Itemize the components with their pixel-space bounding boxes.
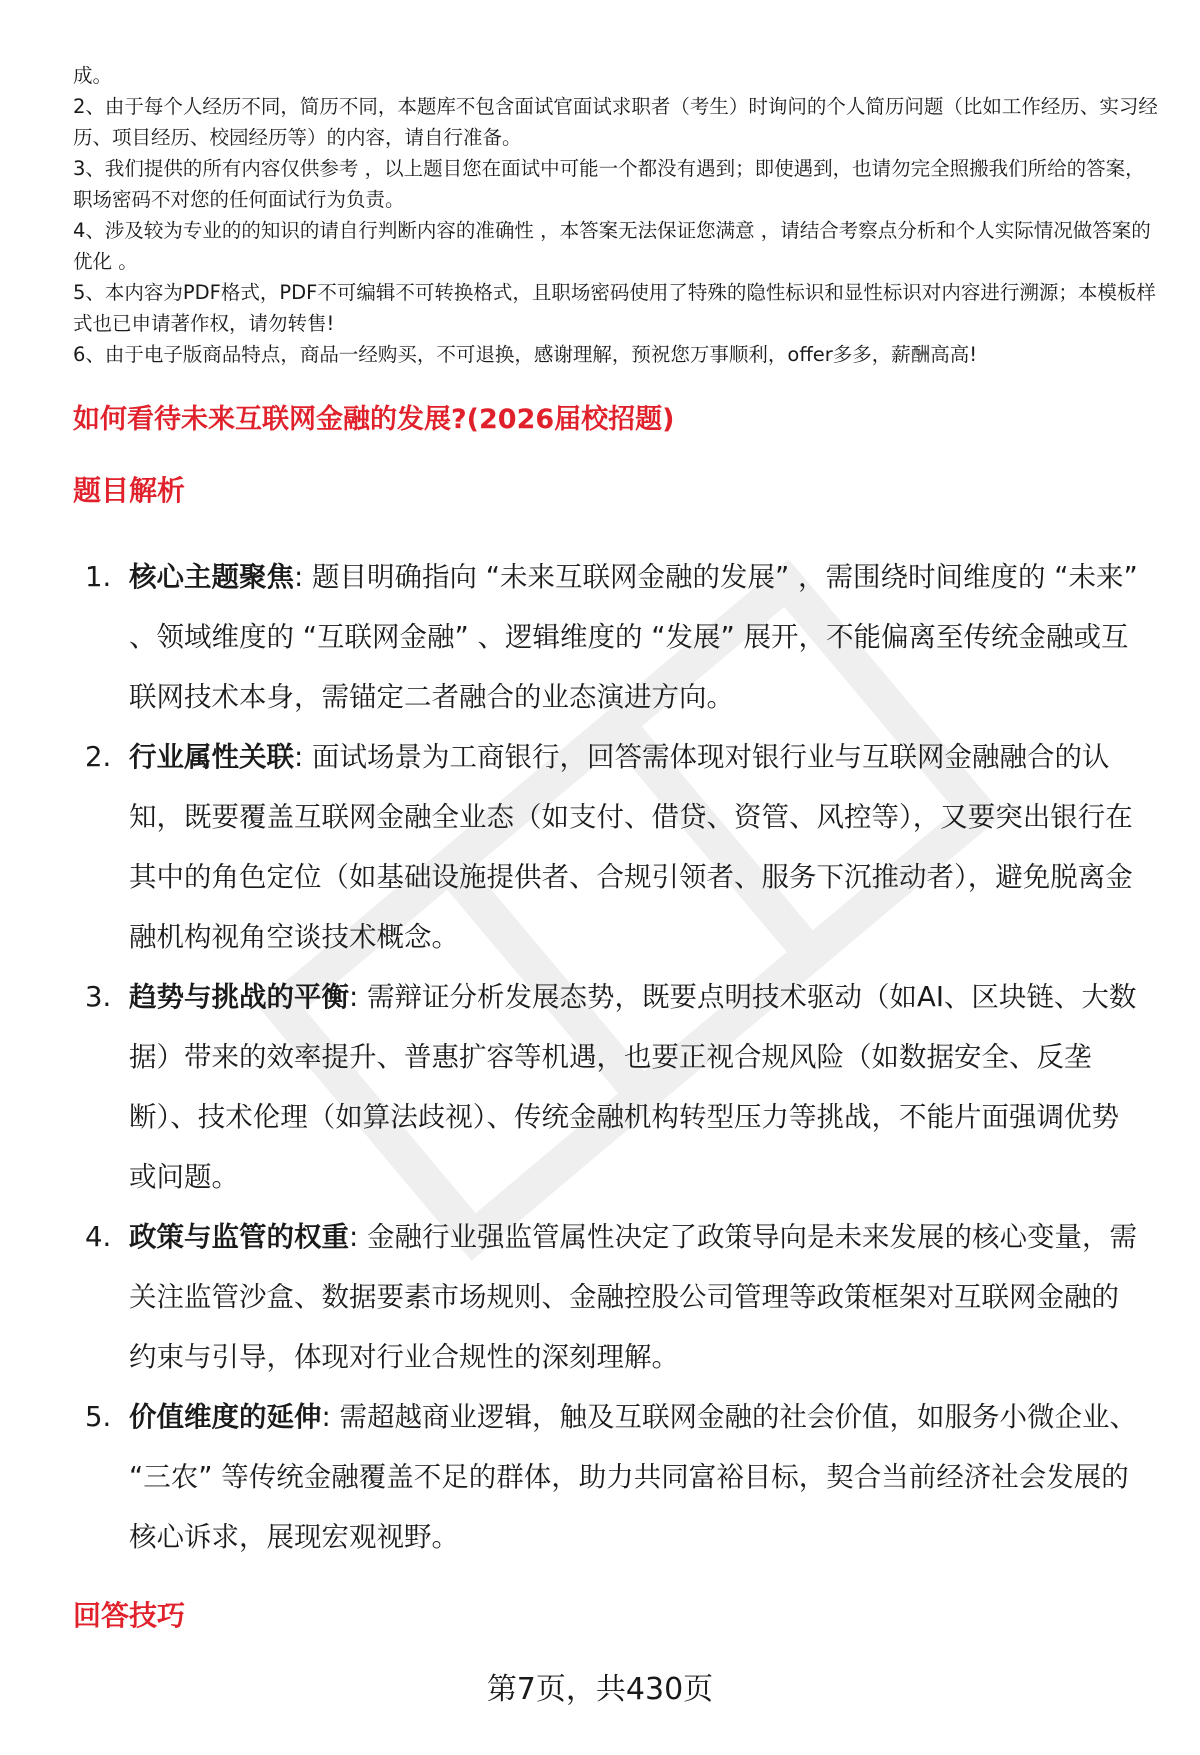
item-number: 5. — [85, 1401, 112, 1433]
analysis-heading: 题目解析 — [73, 474, 186, 507]
item-number: 4. — [85, 1221, 112, 1253]
item-text: : 需超越商业逻辑，触及互联网金融的社会价值，如服务小微企业、 “三农” 等传统金融覆盖不足的群体，助力共同富裕目标，契合当前经济社会发展的核心诉求，展现宏观视野。 — [129, 1401, 1138, 1553]
item-number: 2. — [85, 741, 112, 773]
analysis-item — [73, 547, 1143, 727]
item-title: 趋势与挑战的平衡 — [129, 981, 349, 1013]
question-title: 如何看待未来互联网金融的发展?(2026届校招题) — [73, 404, 675, 435]
note-line: 2、由于每个人经历不同，简历不同，本题库不包含面试官面试求职者（考生）时询问的个人简历问题（比如工作经历、实习经历、项目经历、校园经历等）的内容，请自行准备。 — [73, 95, 1158, 149]
item-number: 3. — [85, 981, 112, 1013]
note-line: 成。 — [73, 64, 113, 87]
item-title: 核心主题聚焦 — [129, 561, 294, 593]
item-text: : 面试场景为工商银行，回答需体现对银行业与互联网金融融合的认知，既要覆盖互联网金融全业态（如支付、借贷、资管、风控等），又要突出银行在其中的角色定位（如基础设施提供者、合规引领者、服务下沉推动者），避免脱离金融机构视角空谈技术概念。 — [129, 741, 1133, 953]
analysis-item — [73, 1387, 1143, 1567]
note-line: 3、我们提供的所有内容仅供参考 ，以上题目您在面试中可能一个都没有遇到；即使遇到，也请勿完全照搬我们所给的答案，职场密码不对您的任何面试行为负责。 — [73, 157, 1145, 211]
analysis-item — [73, 727, 1143, 967]
item-number: 1. — [85, 561, 112, 593]
tips-heading: 回答技巧 — [73, 1599, 186, 1632]
note-line: 4、涉及较为专业的的知识的请自行判断内容的准确性 ，本答案无法保证您满意 ，请结合考察点分析和个人实际情况做答案的优化 。 — [73, 219, 1151, 273]
analysis-item — [73, 967, 1143, 1207]
note-line: 5、本内容为PDF格式，PDF不可编辑不可转换格式，且职场密码使用了特殊的隐性标识和显性标识对内容进行溯源；本模板样式也已申请著作权，请勿转售! — [73, 281, 1156, 335]
note-line: 6、由于电子版商品特点，商品一经购买，不可退换，感谢理解，预祝您万事顺利，offer多多，薪酬高高! — [73, 343, 978, 366]
item-title: 行业属性关联 — [129, 741, 294, 773]
item-text: : 金融行业强监管属性决定了政策导向是未来发展的核心变量，需关注监管沙盒、数据要素市场规则、金融控股公司管理等政策框架对互联网金融的约束与引导，体现对行业合规性的深刻理解。 — [129, 1221, 1138, 1373]
item-text: : 题目明确指向 “未来互联网金融的发展” ，需围绕时间维度的 “未来” 、领域维度的 “互联网金融” 、逻辑维度的 “发展” 展开，不能偏离至传统金融或互联网技术本身，需锚定二者融合的业态演进方向。 — [129, 561, 1138, 713]
page-number: 第7页，共430页 — [486, 1672, 714, 1707]
item-title: 政策与监管的权重 — [129, 1221, 349, 1253]
disclaimer-notes — [73, 60, 1158, 370]
item-title: 价值维度的延伸 — [129, 1401, 322, 1433]
item-text: : 需辩证分析发展态势，既要点明技术驱动（如AI、区块链、大数据）带来的效率提升、普惠扩容等机遇，也要正视合规风险（如数据安全、反垄断）、技术伦理（如算法歧视）、传统金融机构转型压力等挑战，不能片面强调优势或问题。 — [129, 981, 1137, 1193]
analysis-list — [73, 547, 1143, 1567]
analysis-item — [73, 1207, 1143, 1387]
